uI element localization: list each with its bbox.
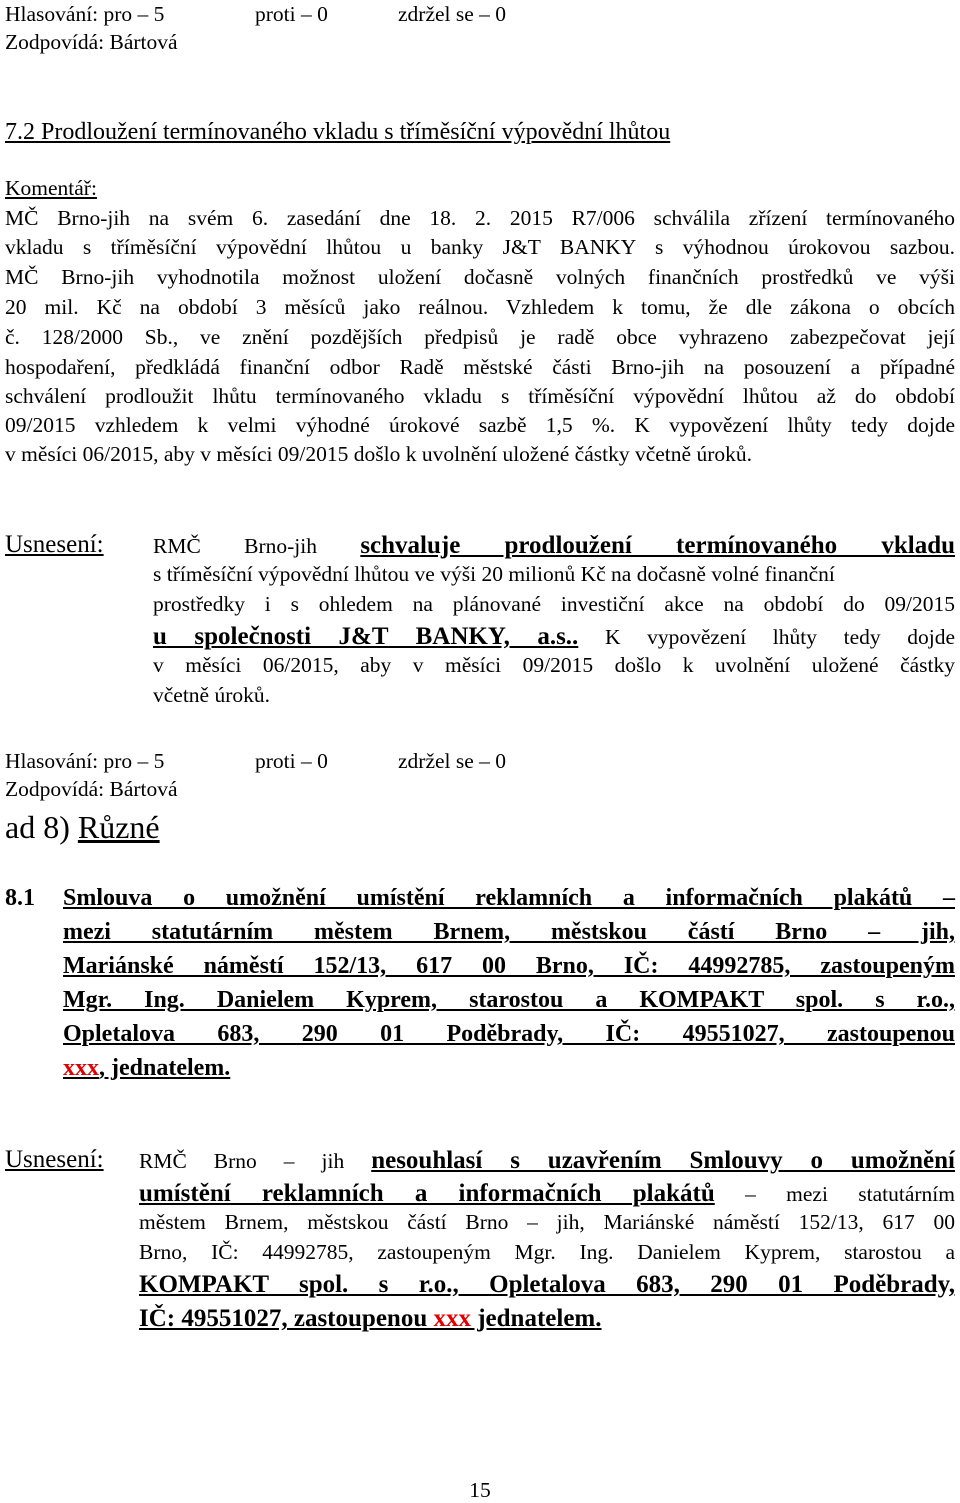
resolution-line: městem Brnem, městskou částí Brno – jih, Mariánské náměstí 152/13, 617 00 bbox=[139, 1210, 955, 1234]
resolution-decision: nesouhlasí s uzavřením Smlouvy o umožnění bbox=[371, 1147, 955, 1174]
item-title-line: Mgr. Ing. Danielem Kyprem, starostou a KOMPAKT spol. s r.o., bbox=[63, 987, 955, 1013]
paragraph-line: schválení prodloužit lhůtu termínovaného vkladu s tříměsíční výpovědní lhůtou až do období bbox=[5, 384, 955, 408]
resolution-line bbox=[153, 624, 955, 649]
vote-line bbox=[5, 751, 506, 773]
item-title-line: mezi statutárním městem Brnem, městskou částí Brno – jih, bbox=[63, 919, 955, 945]
resolution-line: KOMPAKT spol. s r.o., Opletalova 683, 290 01 Poděbrady, bbox=[139, 1271, 955, 1298]
resolution-line bbox=[139, 1148, 955, 1173]
resolution-text: K vypovězení lhůty tedy dojde bbox=[604, 625, 956, 649]
section-heading bbox=[5, 811, 160, 843]
vote-line bbox=[5, 4, 506, 26]
redacted-name: xxx bbox=[433, 1305, 471, 1332]
responsible-person: Zodpovídá: Bártová bbox=[5, 777, 178, 801]
comment-label: Komentář: bbox=[5, 176, 97, 200]
resolution-label: Usnesení: bbox=[5, 1146, 104, 1173]
resolution-line bbox=[153, 533, 955, 558]
resolution-label: Usnesení: bbox=[5, 531, 104, 558]
resolution-decision: umístění reklamních a informačních plakátů bbox=[139, 1180, 715, 1207]
item-title-line: Opletalova 683, 290 01 Poděbrady, IČ: 49551027, zastoupenou bbox=[63, 1021, 955, 1047]
paragraph-line: v měsíci 06/2015, aby v měsíci 09/2015 došlo k uvolnění uložené částky včetně úroků. bbox=[5, 442, 752, 466]
resolution-line: prostředky i s ohledem na plánované investiční akce na období do 09/2015 bbox=[153, 592, 955, 616]
section-prefix: ad 8) bbox=[5, 809, 78, 845]
vote-proti: proti – 0 bbox=[255, 749, 328, 773]
resolution-text: jednatelem. bbox=[470, 1305, 602, 1332]
paragraph-line: hospodaření, předkládá finanční odbor Radě městské části Brno-jih na posouzení a případné bbox=[5, 355, 955, 379]
resolution-line bbox=[139, 1306, 602, 1331]
item-title-line bbox=[63, 1056, 230, 1080]
resolution-intro: RMČ Brno – jih bbox=[139, 1149, 345, 1173]
page-number: 15 bbox=[469, 1478, 491, 1502]
item-title-line: Smlouva o umožnění umístění reklamních a informačních plakátů – bbox=[63, 885, 955, 911]
redacted-name: xxx bbox=[63, 1055, 99, 1081]
vote-pro: Hlasování: pro – 5 bbox=[5, 2, 165, 26]
paragraph-line: MČ Brno-jih na svém 6. zasedání dne 18. 2. 2015 R7/006 schválila zřízení termínovaného bbox=[5, 206, 955, 230]
item-title-end: , jednatelem. bbox=[99, 1055, 231, 1081]
resolution-intro: RMČ Brno-jih bbox=[153, 534, 317, 558]
paragraph-line: MČ Brno-jih vyhodnotila možnost uložení dočasně volných finančních prostředků ve výši bbox=[5, 265, 955, 289]
paragraph-line: č. 128/2000 Sb., ve znění pozdějších předpisů je radě obce vyhrazeno zabezpečovat její bbox=[5, 325, 955, 349]
resolution-line: Brno, IČ: 44992785, zastoupeným Mgr. Ing. Danielem Kyprem, starostou a bbox=[139, 1240, 955, 1264]
section-title: Různé bbox=[77, 809, 160, 845]
resolution-line: s tříměsíční výpovědní lhůtou ve výši 20 milionů Kč na dočasně volné finanční bbox=[153, 562, 835, 586]
paragraph-line: 09/2015 vzhledem k velmi výhodné úrokové sazbě 1,5 %. K vypovězení lhůty tedy dojde bbox=[5, 413, 955, 437]
resolution-line: v měsíci 06/2015, aby v měsíci 09/2015 došlo k uvolnění uložené částky bbox=[153, 653, 955, 677]
vote-proti: proti – 0 bbox=[255, 2, 328, 26]
vote-pro: Hlasování: pro – 5 bbox=[5, 749, 165, 773]
vote-zdrzel: zdržel se – 0 bbox=[398, 749, 507, 773]
item-number: 8.1 bbox=[5, 885, 35, 911]
paragraph-line: vkladu s tříměsíční výpovědní lhůtou u banky J&T BANKY s výhodnou úrokovou sazbou. bbox=[5, 235, 955, 259]
vote-zdrzel: zdržel se – 0 bbox=[398, 2, 507, 26]
resolution-text: – mezi statutárním bbox=[745, 1182, 956, 1206]
resolution-company: u společnosti J&T BANKY, a.s.. bbox=[153, 623, 579, 650]
resolution-decision: schvaluje prodloužení termínovaného vkladu bbox=[360, 532, 956, 559]
resolution-line: včetně úroků. bbox=[153, 683, 271, 707]
resolution-line bbox=[139, 1181, 955, 1206]
section-heading: 7.2 Prodloužení termínovaného vkladu s tříměsíční výpovědní lhůtou bbox=[5, 119, 671, 145]
resolution-text: IČ: 49551027, zastoupenou bbox=[139, 1305, 434, 1332]
responsible-person: Zodpovídá: Bártová bbox=[5, 30, 178, 54]
item-title-line: Mariánské náměstí 152/13, 617 00 Brno, IČ: 44992785, zastoupeným bbox=[63, 953, 955, 979]
paragraph-line: 20 mil. Kč na období 3 měsíců jako reálnou. Vzhledem k tomu, že dle zákona o obcích bbox=[5, 295, 955, 319]
